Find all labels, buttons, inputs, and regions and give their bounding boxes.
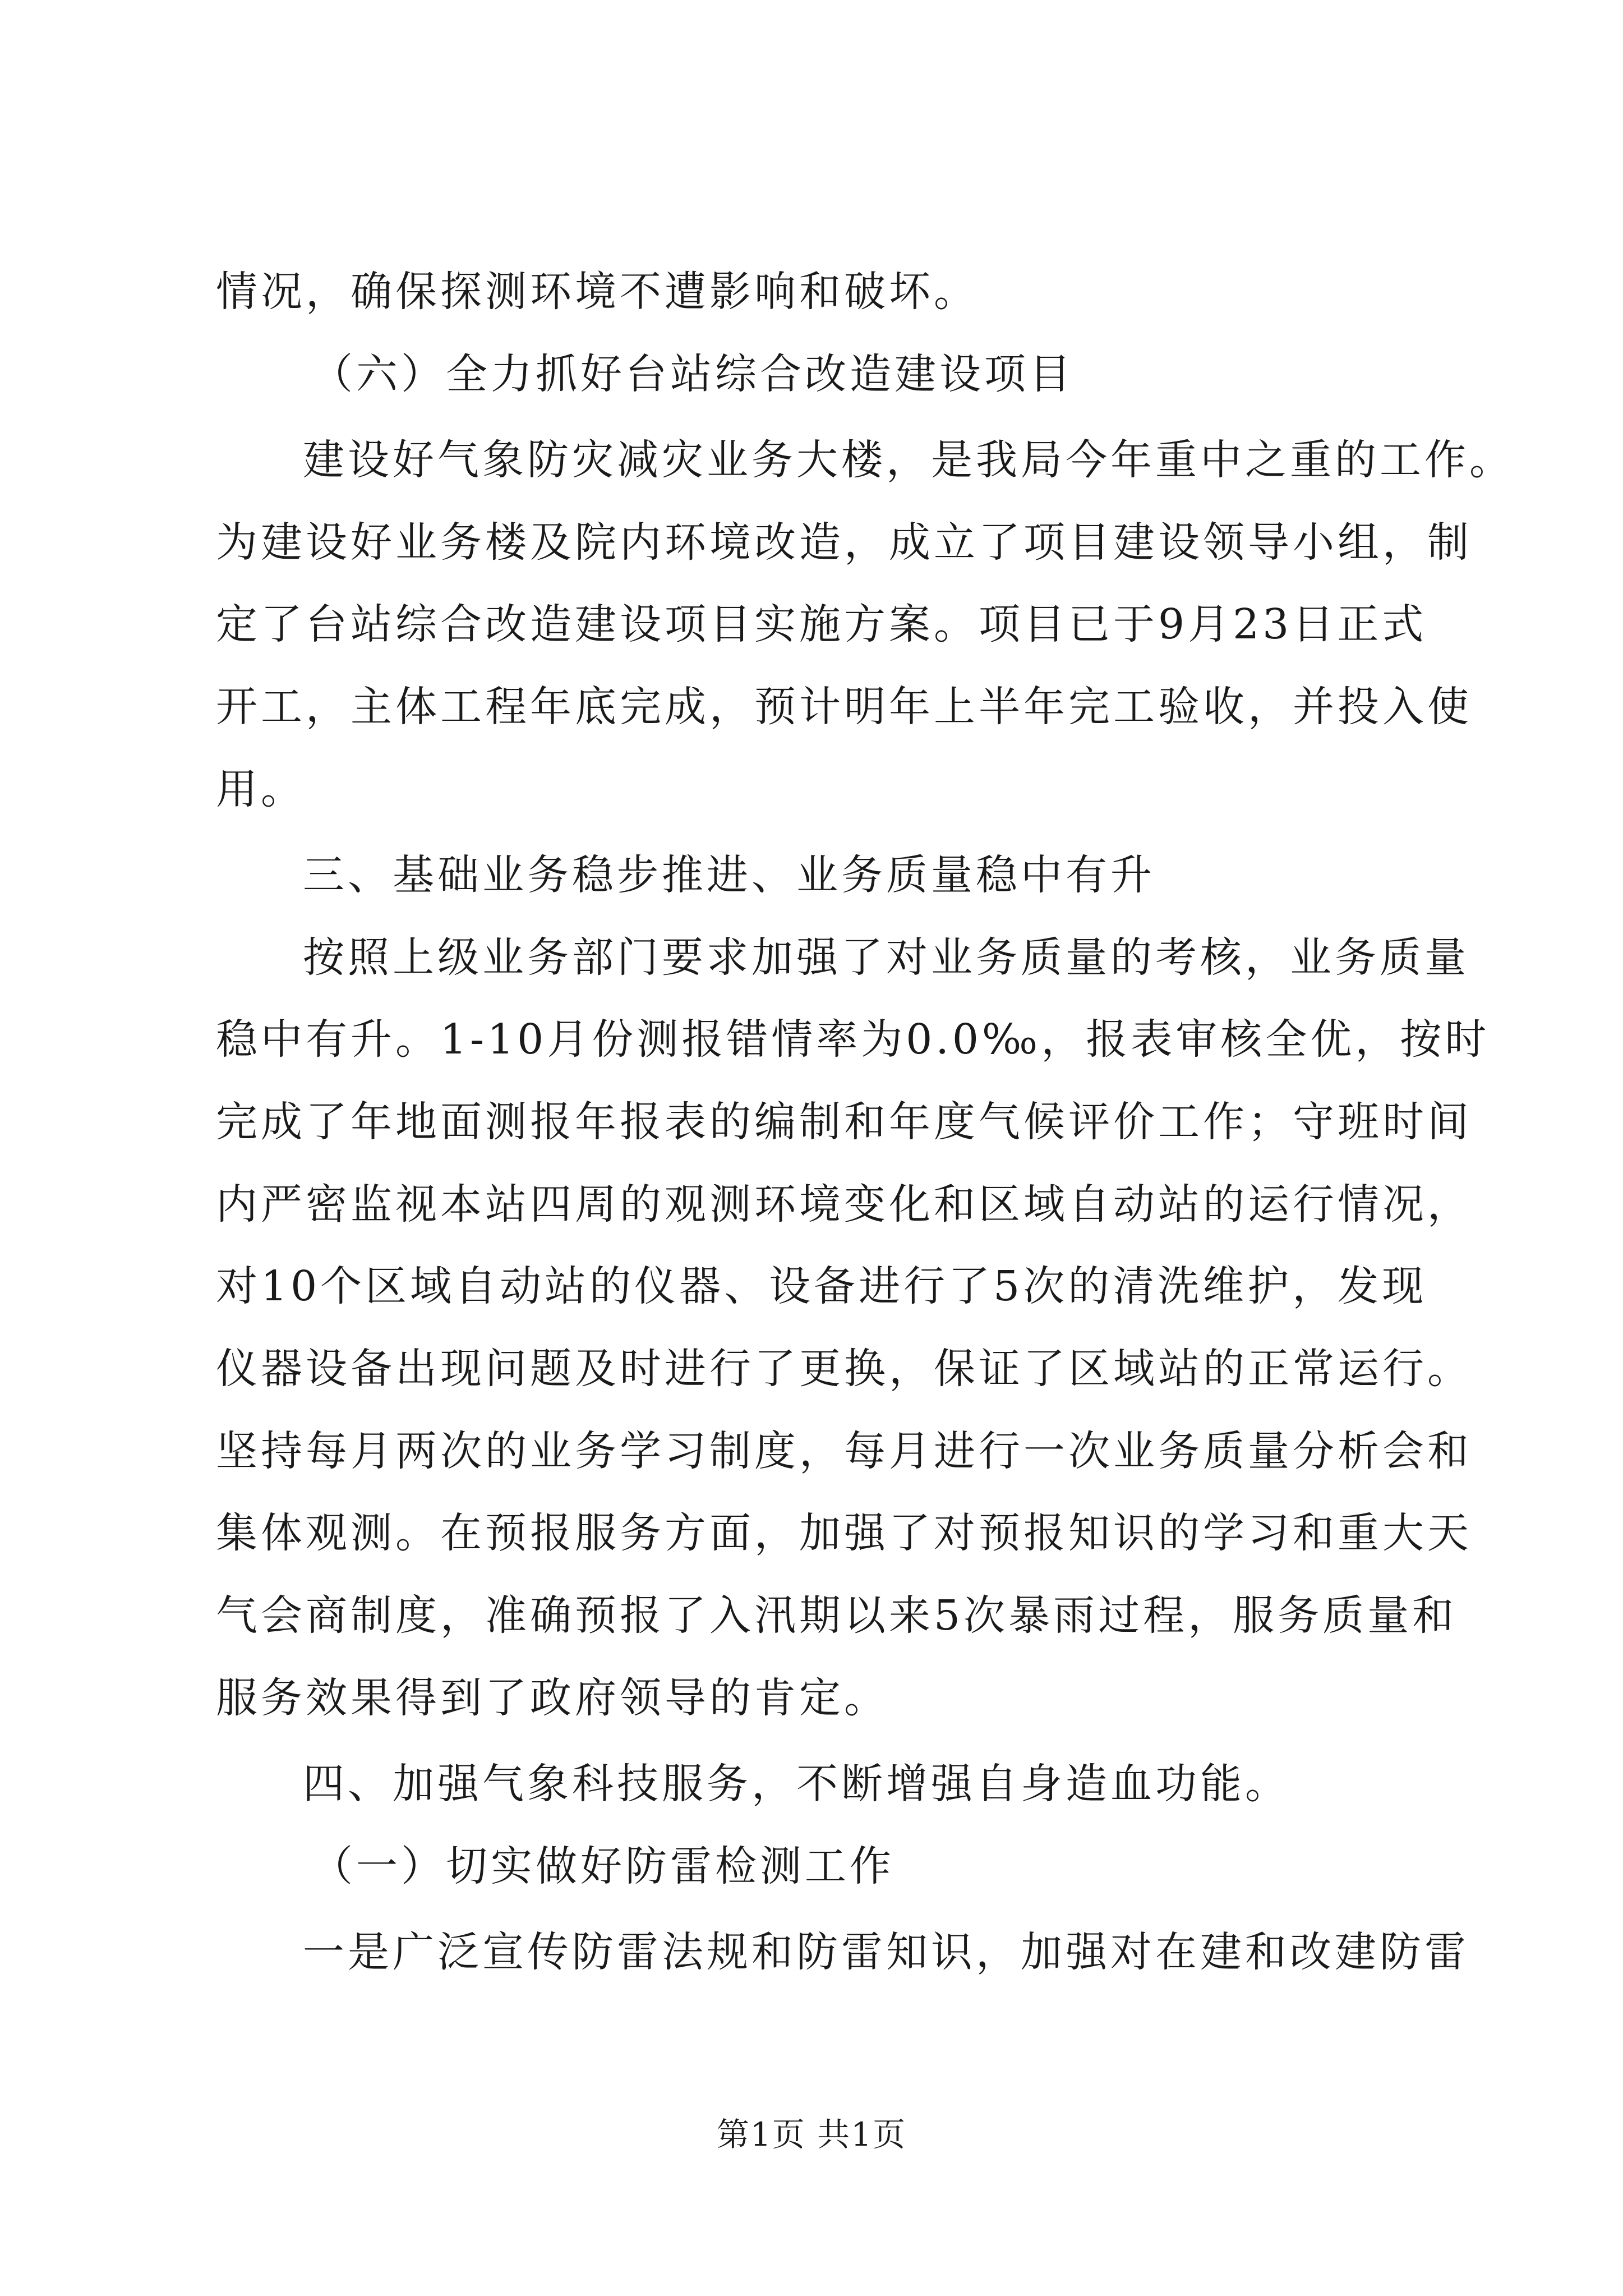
section-heading-3: 三、基础业务稳步推进、业务质量稳中有升: [303, 851, 1155, 899]
text-line-18: 服务效果得到了政府领导的肯定。: [216, 1674, 889, 1722]
text-line-13: 对10个区域自动站的仪器、设备进行了5次的清洗维护，发现: [216, 1262, 1427, 1310]
text-line-14: 仪器设备出现问题及时进行了更换，保证了区域站的正常运行。: [216, 1345, 1472, 1393]
section-heading-4: 四、加强气象科技服务，不断增强自身造血功能。: [303, 1760, 1290, 1808]
text-line-9: 按照上级业务部门要求加强了对业务质量的考核，业务质量: [303, 933, 1469, 982]
section-heading-6: （六）全力抓好台站综合改造建设项目: [311, 350, 1074, 398]
text-line-4: 为建设好业务楼及院内环境改造，成立了项目建设领导小组，制: [216, 518, 1472, 567]
text-line-3: 建设好气象防灾减灾业务大楼，是我局今年重中之重的工作。: [303, 436, 1514, 484]
text-line-1: 情况，确保探测环境不遭影响和破坏。: [216, 268, 979, 316]
text-line-10: 稳中有升。1-10月份测报错情率为0.0‰，报表审核全优，按时: [216, 1015, 1490, 1064]
text-line-12: 内严密监视本站四周的观测环境变化和区域自动站的运行情况，: [216, 1180, 1472, 1228]
text-line-11: 完成了年地面测报年报表的编制和年度气候评价工作；守班时间: [216, 1098, 1472, 1146]
section-heading-4-1: （一）切实做好防雷检测工作: [311, 1842, 895, 1890]
text-line-7: 用。: [216, 765, 306, 813]
text-line-6: 开工，主体工程年底完成，预计明年上半年完工验收，并投入使: [216, 683, 1472, 731]
text-line-21: 一是广泛宣传防雷法规和防雷知识，加强对在建和改建防雷: [303, 1928, 1469, 1976]
text-line-16: 集体观测。在预报服务方面，加强了对预报知识的学习和重大天: [216, 1509, 1472, 1557]
page-footer: 第1页 共1页: [716, 2115, 907, 2154]
text-line-15: 坚持每月两次的业务学习制度，每月进行一次业务质量分析会和: [216, 1427, 1472, 1475]
text-line-17: 气会商制度，准确预报了入汛期以来5次暴雨过程，服务质量和: [216, 1591, 1458, 1640]
text-line-5: 定了台站综合改造建设项目实施方案。项目已于9月23日正式: [216, 600, 1427, 648]
